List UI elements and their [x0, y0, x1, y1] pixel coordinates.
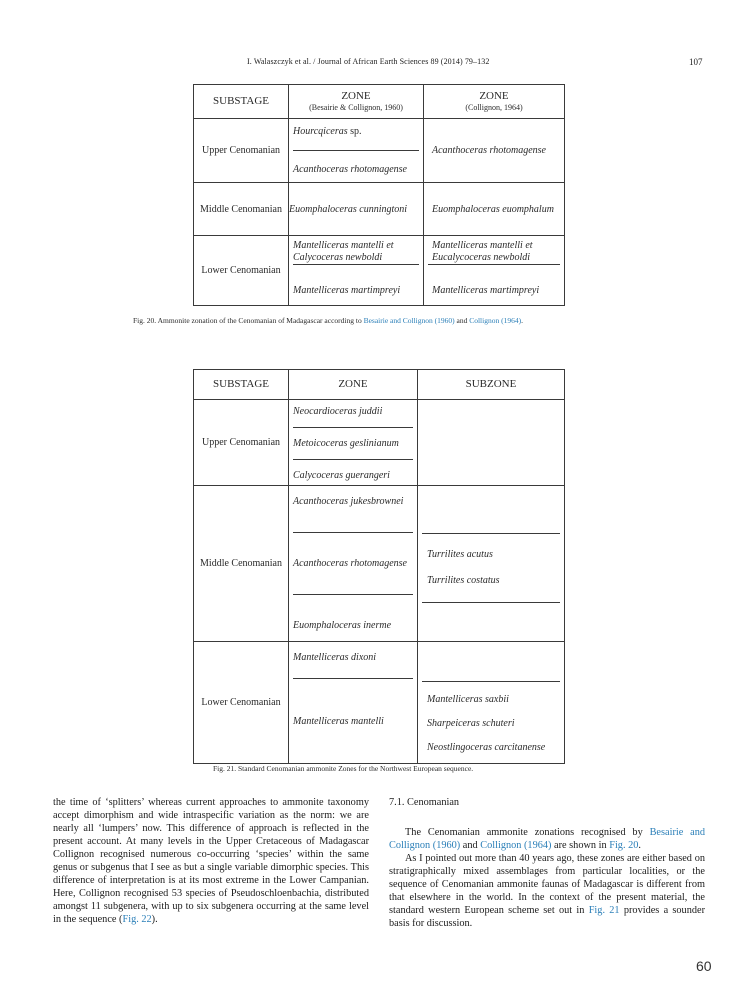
fig21-row-middle: [194, 486, 565, 642]
fig20-zone-item: Eucalycoceras newboldi: [432, 252, 531, 263]
fig21-zone-item: Euomphaloceras inerme: [293, 620, 392, 631]
fig21-zone-item: Acanthoceras rhotomagense: [293, 558, 407, 569]
fig21-header-row: [194, 370, 565, 400]
fig20-row-middle: [194, 183, 565, 236]
zone-divider: [293, 678, 413, 679]
fig20-zone2-upper: Acanthoceras rhotomagense: [424, 119, 565, 183]
fig21-subzone-item: Mantelliceras saxbii: [427, 693, 509, 705]
fig20-zone-item: Mantelliceras martimpreyi: [432, 285, 540, 296]
zone-divider: [293, 150, 419, 151]
right-paragraph-2: As I pointed out more than 40 years ago, these zones are either based on stratigraphically mixed assemblages from particular localities, or the sequence of Cenomanian ammonite faunas of Madagascar is different from that elsewhere in the world. In the context of the present material, the standard western European scheme set out in Fig. 21 provides a sounder basis for discussion.: [389, 853, 706, 929]
fig21-zone-item: Metoicoceras geslinianum: [293, 438, 399, 449]
fig20-zone2-lower: [424, 236, 565, 306]
fig21-substage-middle: Middle Cenomanian: [194, 486, 289, 642]
fig21-zone-middle: [289, 486, 418, 642]
fig21-subzone-item: Turrilites acutus: [427, 549, 493, 560]
fig21-zone-item: Neocardioceras juddii: [293, 406, 383, 417]
fig21-link[interactable]: Fig. 21: [588, 905, 620, 916]
fig21-row-lower: [194, 642, 565, 764]
fig20-zone-item: Acanthoceras rhotomagense: [293, 164, 407, 175]
collignon-1964-link[interactable]: Collignon (1964): [480, 840, 552, 851]
left-paragraph: the time of ‘splitters’ whereas current approaches to ammonite taxonomy accept dimorphism and wide intraspecific variation as the norm: we are nearly all ‘lumpers’ now. This difference of approach is reflected in the present account. At many levels in the Upper Cretaceous of Madagascar Collignon recognised numerous co-occurring ‘species’ within the same genus or subgenus that I see as but a single variable dimorphic species. This difference of interpretation is at its most extreme in the Lower Campanian. Here, Collignon recognised 53 species of Pseudoschloenbachia, distributed amongst 11 subgenera, with up to six subgenera occurring at the same level in the sequence (Fig. 22).: [53, 797, 369, 925]
fig21-row-upper: [194, 400, 565, 486]
fig20-table: [193, 84, 565, 306]
left-column-text: [53, 796, 369, 926]
zone-divider: [293, 594, 413, 595]
fig20-zone-item: Mantelliceras mantelli et: [432, 240, 533, 251]
fig20-caption-link-besairie[interactable]: Besairie and Collignon (1960): [363, 316, 455, 325]
fig21-zone-item: Acanthoceras jukesbrownei: [293, 496, 404, 507]
fig20-substage-lower: Lower Cenomanian: [194, 236, 289, 306]
fig21-zone-item: Mantelliceras dixoni: [293, 652, 377, 663]
fig21-table: [193, 369, 565, 764]
fig20-header-substage: SUBSTAGE: [194, 85, 289, 119]
fig20-zone2-middle: Euomphaloceras euomphalum: [424, 183, 565, 236]
fig20-zone-item: Hourcqiceras sp.: [293, 126, 362, 137]
fig21-substage-upper: Upper Cenomanian: [194, 400, 289, 486]
fig20-substage-middle: Middle Cenomanian: [194, 183, 289, 236]
page-number: 107: [689, 57, 703, 67]
fig21-subzone-item: Turrilites costatus: [427, 575, 500, 586]
fig20-header-zone1-source: (Besairie & Collignon, 1960): [309, 103, 403, 112]
folio-number: 60: [696, 958, 712, 974]
fig21-subzone-item: Neostlingoceras carcitanense: [427, 741, 546, 753]
fig21-zone-lower: [289, 642, 418, 764]
fig20-zone1-middle: Euomphaloceras cunningtoni: [289, 183, 424, 236]
fig20-header-zone1: ZONE (Besairie & Collignon, 1960): [289, 85, 424, 119]
running-head: I. Walaszczyk et al. / Journal of African Earth Sciences 89 (2014) 79–132: [247, 57, 490, 66]
fig20-caption-link-collignon[interactable]: Collignon (1964): [469, 316, 522, 325]
fig21-header-substage: SUBSTAGE: [194, 370, 289, 400]
fig21-substage-lower: Lower Cenomanian: [194, 642, 289, 764]
fig21-zone-item: Mantelliceras mantelli: [293, 716, 384, 727]
besairie-collignon-link[interactable]: Besairie and Collignon (1960): [389, 827, 705, 851]
fig21-caption: Fig. 21. Standard Cenomanian ammonite Zones for the Northwest European sequence.: [213, 764, 474, 773]
fig20-row-upper: [194, 119, 565, 183]
fig21-zone-upper: [289, 400, 418, 486]
fig20-zone-item: Mantelliceras martimpreyi: [293, 285, 401, 296]
fig21-subzone-middle: [418, 486, 565, 642]
fig22-link[interactable]: Fig. 22: [122, 914, 152, 925]
fig20-header-zone2-source: (Collignon, 1964): [465, 103, 523, 112]
right-column-text: [389, 796, 705, 930]
subzone-divider: [422, 602, 560, 603]
zone-divider: [293, 532, 413, 533]
fig20-substage-upper: Upper Cenomanian: [194, 119, 289, 183]
fig20-zone-item: Calycoceras newboldi: [293, 252, 383, 263]
zone-divider: [293, 264, 419, 265]
right-paragraph-1: The Cenomanian ammonite zonations recognised by Besairie and Collignon (1960) and Collignon (1964) are shown in Fig. 20.: [389, 827, 705, 851]
fig21-header-zone: ZONE: [289, 370, 418, 400]
zone-divider: [428, 264, 560, 265]
fig20-link[interactable]: Fig. 20: [609, 840, 639, 851]
fig21-subzone-upper: [418, 400, 565, 486]
fig20-row-lower: [194, 236, 565, 306]
fig20-caption: Fig. 20. Ammonite zonation of the Cenomanian of Madagascar according to Besairie and Collignon (1960) and Collignon (1964).: [133, 316, 523, 325]
fig20-zone-item: Mantelliceras mantelli et: [293, 240, 394, 251]
fig21-header-subzone: SUBZONE: [418, 370, 565, 400]
fig21-zone-item: Calycoceras guerangeri: [293, 470, 390, 481]
fig20-header-zone2: ZONE (Collignon, 1964): [424, 85, 565, 119]
zone-divider: [293, 427, 413, 428]
fig20-zone1-upper: [289, 119, 424, 183]
zone-divider: [293, 459, 413, 460]
fig20-zone1-lower: [289, 236, 424, 306]
fig20-header-row: [194, 85, 565, 119]
fig21-subzone-item: Sharpeiceras schuteri: [427, 717, 515, 729]
fig21-subzone-lower: [418, 642, 565, 764]
section-heading: 7.1. Cenomanian: [389, 797, 460, 808]
